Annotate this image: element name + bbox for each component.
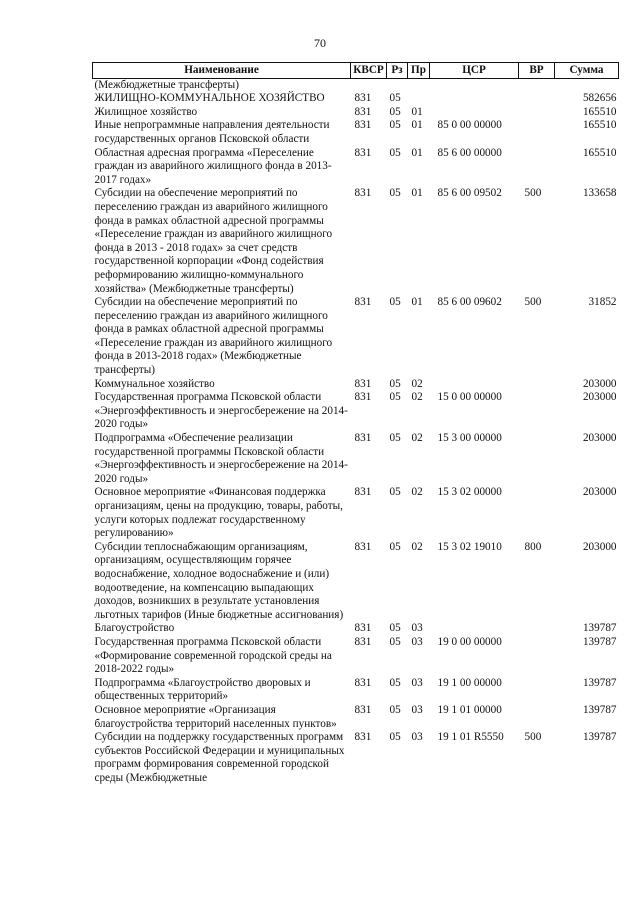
cell-name: Основное мероприятие «Организация благоустройства территорий населенных пунктов»: [94, 703, 337, 730]
table-row: [93, 147, 619, 188]
cell-pr: 01: [411, 146, 423, 159]
cell-csr: 15 3 02 00000: [437, 486, 502, 499]
cell-sum: 203000: [582, 540, 617, 553]
cell-kvsr: 831: [354, 731, 372, 744]
cell-sum: 139787: [582, 703, 617, 716]
cell-vr: 500: [524, 296, 542, 309]
cell-kvsr: 831: [354, 105, 372, 118]
cell-kvsr: 831: [354, 119, 372, 132]
table-row: [93, 78, 619, 92]
table-row: [93, 391, 619, 432]
cell-rz: 05: [389, 92, 401, 105]
cell-pr: 02: [411, 486, 423, 499]
cell-sum: 165510: [582, 119, 617, 132]
table-row: [93, 296, 619, 378]
cell-kvsr: 831: [354, 703, 372, 716]
cell-kvsr: 831: [354, 377, 372, 390]
table-row: [93, 704, 619, 731]
cell-rz: 05: [389, 146, 401, 159]
cell-kvsr: 831: [354, 146, 372, 159]
cell-sum: 203000: [582, 432, 617, 445]
cell-rz: 05: [389, 432, 401, 445]
cell-kvsr: 831: [354, 92, 372, 105]
cell-csr: 15 0 00 00000: [437, 391, 502, 404]
cell-rz: [387, 78, 408, 92]
header-pr: Пр: [408, 63, 430, 79]
cell-name: Подпрограмма «Благоустройство дворовых и общественных территорий»: [94, 676, 311, 703]
cell-kvsr: 831: [354, 676, 372, 689]
table-row: [93, 731, 619, 785]
cell-sum: 139787: [582, 622, 617, 635]
cell-vr: [519, 391, 555, 432]
cell-sum: 31852: [588, 296, 617, 309]
header-vr: ВР: [519, 63, 555, 79]
cell-csr: 15 3 00 00000: [437, 432, 502, 445]
cell-rz: 05: [389, 486, 401, 499]
cell-csr: 19 1 00 00000: [437, 676, 502, 689]
cell-vr: [519, 147, 555, 188]
cell-pr: [408, 92, 430, 106]
table-row: [93, 187, 619, 296]
cell-rz: 05: [389, 622, 401, 635]
cell-name: Областная адресная программа «Переселение граждан из аварийного жилищного фонда в 2013-2017 годах»: [94, 146, 332, 186]
table-row: [93, 106, 619, 120]
cell-pr: 01: [411, 105, 423, 118]
table-row: [93, 677, 619, 704]
cell-rz: 05: [389, 676, 401, 689]
cell-name: Основное мероприятие «Финансовая поддержка организациям, цены на продукцию, товары, работы, услуги которых подлежат государственному регулированию»: [94, 486, 343, 540]
cell-name: Иные непрограммные направления деятельности государственных органов Псковской области: [94, 119, 330, 145]
cell-kvsr: 831: [354, 635, 372, 648]
cell-rz: 05: [389, 119, 401, 132]
cell-csr: 85 6 00 00000: [437, 146, 502, 159]
header-name: Наименование: [93, 63, 351, 79]
table-row: [93, 636, 619, 677]
cell-name: Благоустройство: [94, 622, 175, 635]
table-row: [93, 92, 619, 106]
cell-kvsr: 831: [354, 187, 372, 200]
cell-pr: 02: [411, 432, 423, 445]
cell-name: ЖИЛИЩНО-КОММУНАЛЬНОЕ ХОЗЯЙСТВО: [94, 92, 325, 105]
budget-table: [92, 62, 619, 785]
cell-name: Жилищное хозяйство: [94, 105, 198, 118]
cell-vr: [519, 378, 555, 392]
cell-csr: [430, 378, 519, 392]
cell-vr: [519, 78, 555, 92]
cell-kvsr: 831: [354, 296, 372, 309]
cell-sum: 203000: [582, 391, 617, 404]
header-kvsr: КВСР: [351, 63, 387, 79]
cell-vr: [519, 704, 555, 731]
cell-rz: 05: [389, 377, 401, 390]
cell-pr: 02: [411, 540, 423, 553]
cell-rz: 05: [389, 703, 401, 716]
cell-vr: [519, 92, 555, 106]
cell-name: Коммунальное хозяйство: [94, 377, 215, 390]
table-row: [93, 541, 619, 623]
cell-pr: [408, 78, 430, 92]
cell-vr: 500: [524, 187, 542, 200]
table-row: [93, 119, 619, 146]
cell-rz: 05: [389, 296, 401, 309]
cell-pr: 03: [411, 731, 423, 744]
cell-kvsr: 831: [354, 622, 372, 635]
cell-vr: [519, 432, 555, 486]
cell-csr: 19 0 00 00000: [437, 635, 502, 648]
cell-csr: 19 1 01 R5550: [437, 731, 504, 744]
cell-sum: 133658: [582, 187, 617, 200]
cell-vr: [519, 119, 555, 146]
cell-csr: [430, 78, 519, 92]
cell-name: Субсидии на обеспечение мероприятий по переселению граждан из аварийного жилищного фонда в рамках областной адресной программы «Переселение граждан из аварийного жилищного фонда в 2013 - 2018 годах» за счет средств государственной корпорации «Фонд содействия реформированию жилищно-коммунального хозяйства» (Межбюджетные трансферты): [94, 187, 333, 295]
cell-rz: 05: [389, 540, 401, 553]
cell-pr: 03: [411, 635, 423, 648]
header-sum: Сумма: [555, 63, 619, 79]
cell-vr: 800: [524, 540, 542, 553]
table-row: [93, 486, 619, 540]
cell-name: Подпрограмма «Обеспечение реализации государственной программы Псковской области «Энергоэффективность и энергосбережение на 2014-2020 годы»: [94, 432, 348, 485]
cell-name: (Межбюджетные трансферты): [94, 78, 239, 91]
header-rz: Рз: [387, 63, 408, 79]
cell-sum: 165510: [582, 105, 617, 118]
cell-rz: 05: [389, 187, 401, 200]
table-row: [93, 622, 619, 636]
header-csr: ЦСР: [430, 63, 519, 79]
cell-csr: [430, 92, 519, 106]
cell-rz: 05: [389, 731, 401, 744]
cell-kvsr: 831: [354, 540, 372, 553]
cell-kvsr: 831: [354, 432, 372, 445]
cell-sum: 165510: [582, 146, 617, 159]
cell-pr: 03: [411, 622, 423, 635]
cell-name: Субсидии на обеспечение мероприятий по переселению граждан из аварийного жилищного фонда в рамках областной адресной программы «Переселение граждан из аварийного жилищного фонда в 2013-2018 годах» (Межбюджетные трансферты): [94, 296, 333, 377]
cell-vr: [519, 677, 555, 704]
cell-csr: 85 0 00 00000: [437, 119, 502, 132]
cell-csr: [430, 106, 519, 120]
cell-pr: 01: [411, 296, 423, 309]
cell-csr: [430, 622, 519, 636]
cell-rz: 05: [389, 391, 401, 404]
cell-kvsr: 831: [354, 486, 372, 499]
cell-vr: 500: [524, 731, 542, 744]
cell-pr: 01: [411, 187, 423, 200]
cell-kvsr: [351, 78, 387, 92]
cell-sum: 582656: [582, 92, 617, 105]
cell-csr: 15 3 02 19010: [437, 540, 502, 553]
cell-vr: [519, 622, 555, 636]
table-header-row: [93, 63, 619, 79]
cell-name: Субсидии теплоснабжающим организациям, организациям, осуществляющим горячее водоснабжение, холодное водоснабжение и (или) водоотведение, на компенсацию выпадающих доходов, возникших в результате установления льготных тарифов (Иные бюджетные ассигнования): [94, 540, 344, 621]
cell-sum: 139787: [582, 731, 617, 744]
table-row: [93, 432, 619, 486]
table-row: [93, 378, 619, 392]
cell-rz: 05: [389, 105, 401, 118]
cell-sum: 203000: [582, 377, 617, 390]
cell-rz: 05: [389, 635, 401, 648]
cell-name: Государственная программа Псковской области «Энергоэффективность и энергосбережение на 2014-2020 годы»: [94, 391, 348, 431]
cell-pr: 01: [411, 119, 423, 132]
cell-name: Субсидии на поддержку государственных программ субъектов Российской Федерации и муниципальных программ формирования современной городской среды (Межбюджетные: [94, 731, 345, 784]
cell-name: Государственная программа Псковской области «Формирование современной городской среды на 2018-2022 годы»: [94, 635, 332, 676]
cell-vr: [519, 636, 555, 677]
cell-kvsr: 831: [354, 391, 372, 404]
cell-pr: 02: [411, 377, 423, 390]
cell-csr: 85 6 00 09502: [437, 187, 502, 200]
cell-vr: [519, 486, 555, 540]
page-number: 70: [314, 36, 326, 50]
cell-pr: 02: [411, 391, 423, 404]
cell-pr: 03: [411, 703, 423, 716]
cell-pr: 03: [411, 676, 423, 689]
cell-sum: 139787: [582, 676, 617, 689]
cell-csr: 19 1 01 00000: [437, 703, 502, 716]
cell-vr: [519, 106, 555, 120]
cell-sum: 139787: [582, 635, 617, 648]
cell-sum: [555, 78, 619, 92]
cell-csr: 85 6 00 09602: [437, 296, 502, 309]
cell-sum: 203000: [582, 486, 617, 499]
